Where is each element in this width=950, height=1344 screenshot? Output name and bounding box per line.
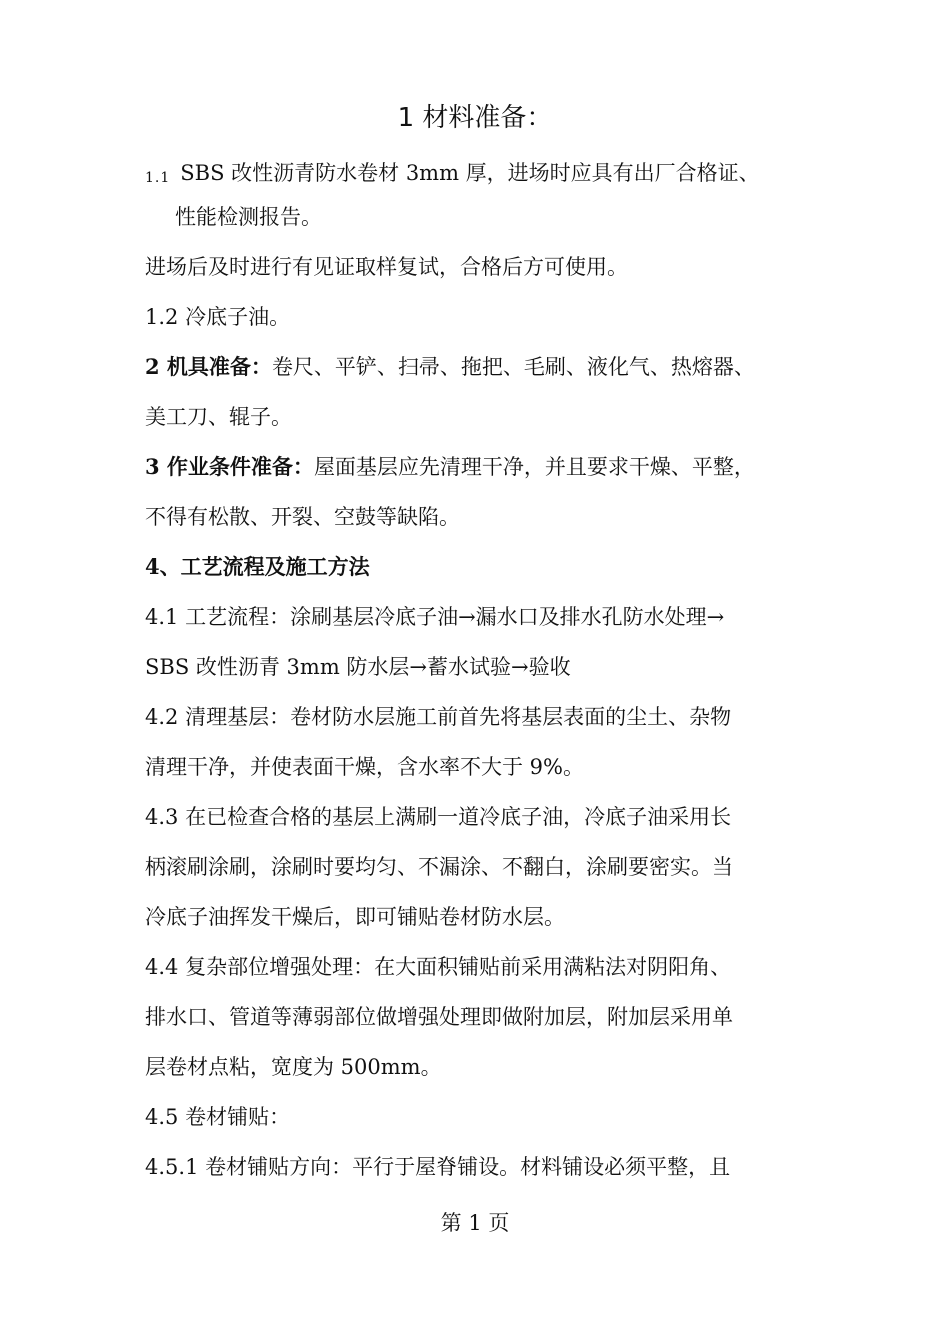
- item-1-2: 1.2 冷底子油。: [145, 305, 291, 329]
- sampling-note: 进场后及时进行有见证取样复试，合格后方可使用。: [145, 255, 628, 279]
- item-1-1-number: 1.1: [145, 170, 171, 186]
- item-4-5: 4.5 卷材铺贴：: [145, 1105, 291, 1129]
- item-4-2-line-2: 清理干净，并使表面干燥，含水率不大于 9%。: [145, 755, 584, 779]
- item-1-1-line-2: 性能检测报告。: [175, 205, 322, 229]
- section-2-line-1: [145, 352, 755, 382]
- item-4-4-line-2: 排水口、管道等薄弱部位做增强处理即做附加层，附加层采用单: [145, 1005, 733, 1029]
- item-1-1-text: SBS 改性沥青防水卷材 3mm 厚，进场时应具有出厂合格证、: [180, 161, 760, 185]
- item-4-1-line-2: SBS 改性沥青 3mm 防水层→蓄水试验→验收: [145, 655, 571, 679]
- item-4-2-line-1: 4.2 清理基层：卷材防水层施工前首先将基层表面的尘土、杂物: [145, 705, 732, 729]
- item-4-3-line-2: 柄滚刷涂刷，涂刷时要均匀、不漏涂、不翻白，涂刷要密实。当: [145, 855, 733, 879]
- section-3-line-1: [145, 452, 755, 482]
- section-2-heading: 2 机具准备：: [145, 354, 272, 379]
- section-3-line-2: 不得有松散、开裂、空鼓等缺陷。: [145, 505, 460, 529]
- item-4-3-line-1: 4.3 在已检查合格的基层上满刷一道冷底子油，冷底子油采用长: [145, 805, 732, 829]
- item-4-4-line-1: 4.4 复杂部位增强处理：在大面积铺贴前采用满粘法对阴阳角、: [145, 955, 732, 979]
- section-3-heading: 3 作业条件准备：: [145, 454, 314, 479]
- document-title: 1 材料准备：: [397, 103, 553, 133]
- item-4-1-line-1: 4.1 工艺流程：涂刷基层冷底子油→漏水口及排水孔防水处理→: [145, 605, 725, 629]
- item-4-3-line-3: 冷底子油挥发干燥后，即可铺贴卷材防水层。: [145, 905, 565, 929]
- section-4-heading: 4、工艺流程及施工方法: [145, 554, 370, 579]
- section-2-tools: 卷尺、平铲、扫帚、拖把、毛刷、液化气、热熔器、: [271, 355, 755, 379]
- item-1-1-line-1: [145, 158, 760, 193]
- page-number: 第 1 页: [440, 1211, 510, 1235]
- item-4-4-line-3: 层卷材点粘，宽度为 500mm。: [145, 1055, 442, 1079]
- section-2-line-2: 美工刀、辊子。: [145, 405, 292, 429]
- item-4-5-1: 4.5.1 卷材铺贴方向：平行于屋脊铺设。材料铺设必须平整，且: [145, 1155, 731, 1179]
- section-3-conditions: 屋面基层应先清理干净，并且要求干燥、平整，: [313, 455, 755, 479]
